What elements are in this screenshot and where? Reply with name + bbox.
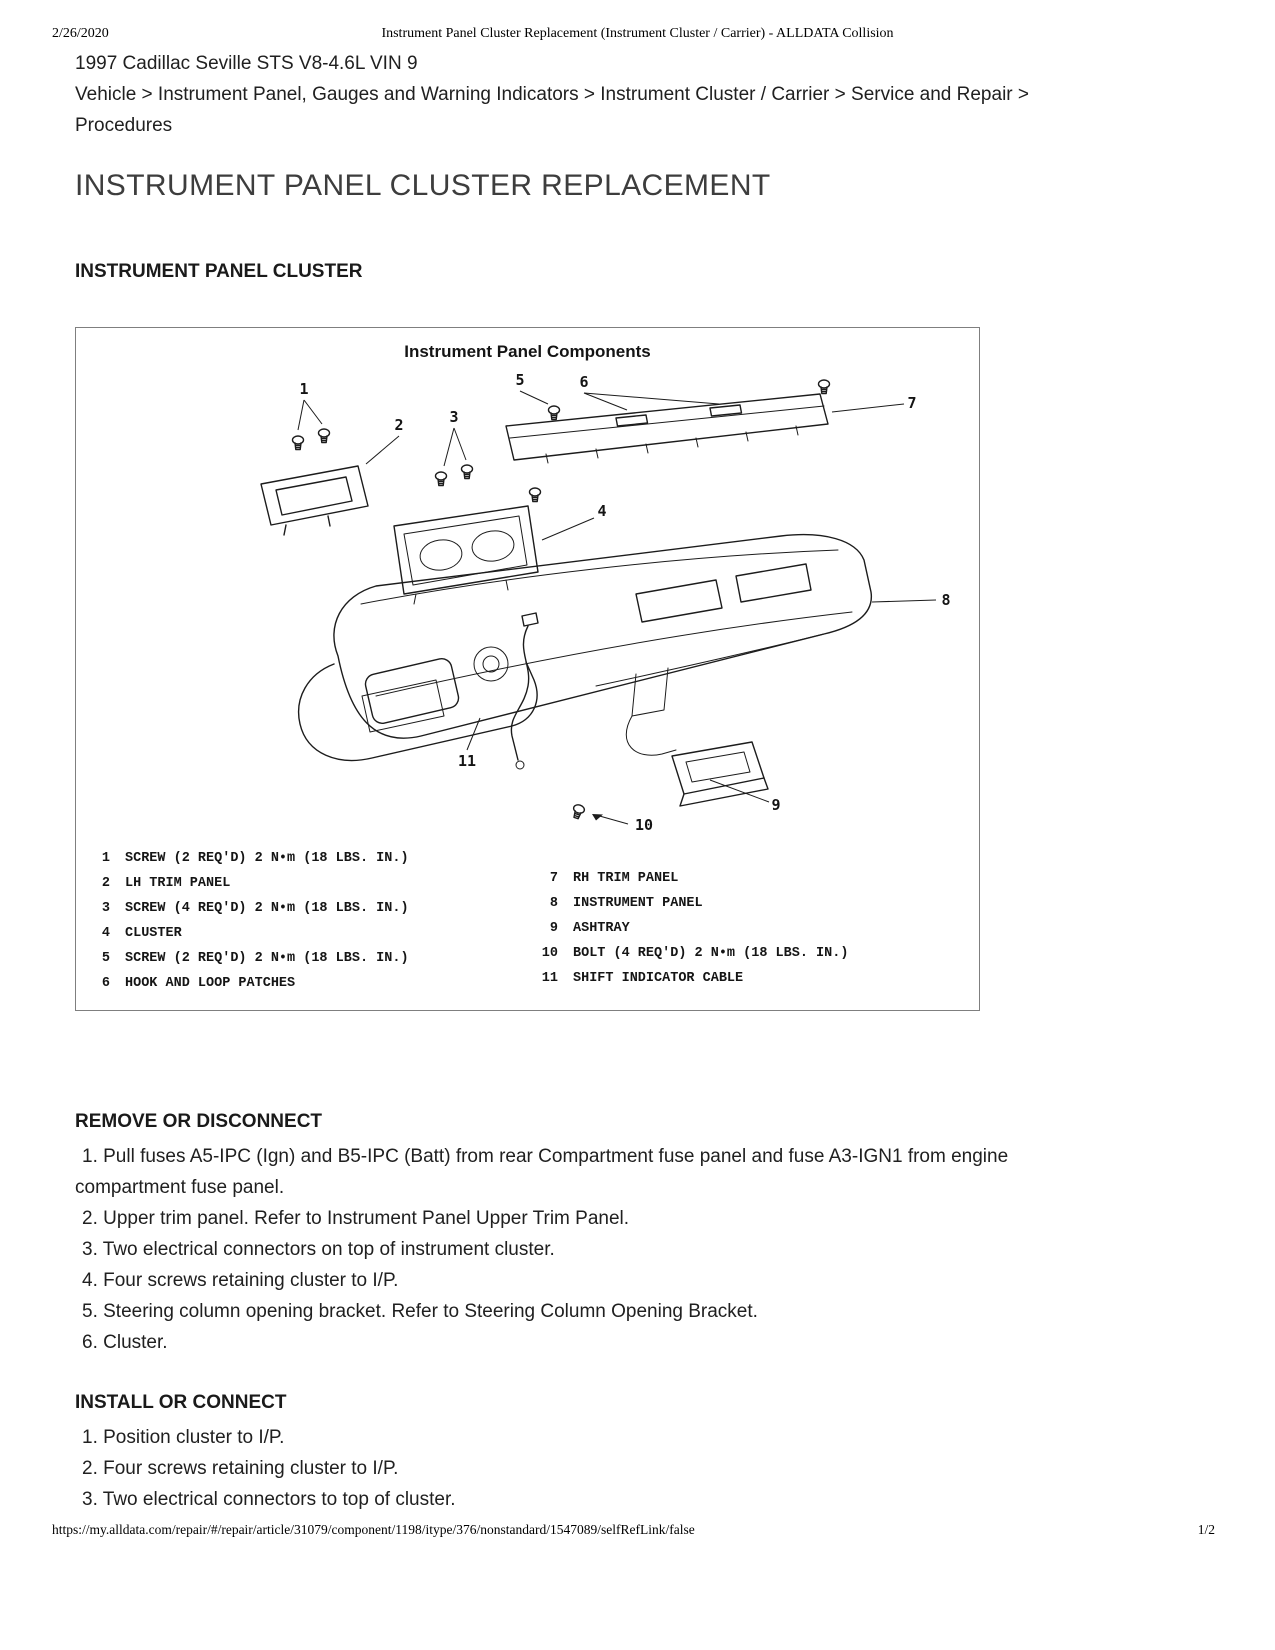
- diagram-figure: [75, 327, 980, 1011]
- legend-num: 6: [101, 976, 110, 991]
- callout-3: 3: [449, 408, 459, 426]
- remove-section: [75, 1107, 1115, 1358]
- legend-num: 2: [101, 876, 110, 891]
- legend-num: 9: [549, 921, 558, 936]
- screws-item1-drawing: [293, 429, 330, 450]
- procedure-step: 4. Four screws retaining cluster to I/P.: [82, 1270, 399, 1291]
- legend-item: [534, 866, 969, 891]
- legend-text: ASHTRAY: [573, 921, 630, 936]
- callout-1: 1: [299, 380, 309, 398]
- legend-item: [534, 916, 969, 941]
- ashtray-drawing: [626, 668, 768, 806]
- install-steps: [75, 1422, 1115, 1515]
- install-section: [75, 1388, 1115, 1515]
- procedure-step: 2. Upper trim panel. Refer to Instrument Panel Upper Trim Panel.: [82, 1208, 630, 1229]
- vehicle-title: 1997 Cadillac Seville STS V8-4.6L VIN 9: [75, 53, 418, 74]
- hook-loop-patch-drawing: [710, 405, 742, 416]
- procedure-step: 6. Cluster.: [82, 1332, 168, 1353]
- remove-steps: [75, 1141, 1115, 1358]
- legend-item: [86, 871, 534, 896]
- diagram-title: Instrument Panel Components: [404, 342, 651, 361]
- footer-page-number: 1/2: [1197, 1522, 1215, 1537]
- bolt-drawing: [571, 803, 586, 819]
- legend-item: [86, 971, 534, 996]
- print-header: [0, 26, 1275, 46]
- legend-text: SCREW (2 REQ'D) 2 N•m (18 LBS. IN.): [125, 851, 409, 866]
- legend-column-left: [86, 846, 534, 996]
- callout-7: 7: [907, 394, 917, 412]
- procedure-step: 2. Four screws retaining cluster to I/P.: [82, 1458, 399, 1479]
- instrument-panel-drawing: [299, 535, 872, 761]
- legend-text: CLUSTER: [125, 926, 182, 941]
- legend-text: RH TRIM PANEL: [573, 871, 679, 886]
- footer-url: https://my.alldata.com/repair/#/repair/article/31079/component/1198/itype/376/nonstandard/1547089/selfRefLink/false: [52, 1522, 695, 1537]
- cluster-drawing: [394, 506, 538, 604]
- print-footer: [52, 1522, 1215, 1538]
- callout-leader-lines: [298, 391, 936, 824]
- legend-text: BOLT (4 REQ'D) 2 N•m (18 LBS. IN.): [573, 946, 849, 961]
- remove-heading: REMOVE OR DISCONNECT: [75, 1111, 323, 1132]
- legend-num: 11: [541, 971, 558, 986]
- callout-2: 2: [394, 416, 404, 434]
- procedure-step: 3. Two electrical connectors to top of cluster.: [82, 1489, 456, 1510]
- legend-item: [86, 896, 534, 921]
- legend-num: 7: [549, 871, 558, 886]
- legend-num: 10: [541, 946, 558, 961]
- callout-4: 4: [597, 502, 607, 520]
- callout-numbers: [299, 371, 950, 834]
- section-subheading: INSTRUMENT PANEL CLUSTER: [75, 261, 363, 282]
- legend-item: [534, 941, 969, 966]
- legend-text: SHIFT INDICATOR CABLE: [573, 971, 744, 986]
- legend-column-right: [534, 866, 969, 996]
- legend-num: 4: [101, 926, 110, 941]
- callout-8: 8: [941, 591, 951, 609]
- legend-text: HOOK AND LOOP PATCHES: [125, 976, 296, 991]
- procedure-step: 1. Position cluster to I/P.: [82, 1427, 285, 1448]
- print-title: Instrument Panel Cluster Replacement (Instrument Cluster / Carrier) - ALLDATA Collision: [381, 26, 894, 41]
- install-heading: INSTALL OR CONNECT: [75, 1392, 287, 1413]
- callout-6: 6: [579, 373, 589, 391]
- legend-num: 1: [101, 851, 110, 866]
- screws-item5-drawing: [549, 380, 830, 420]
- procedure-step: 3. Two electrical connectors on top of instrument cluster.: [82, 1239, 555, 1260]
- procedure-step: 5. Steering column opening bracket. Refer to Steering Column Opening Bracket.: [82, 1301, 758, 1322]
- callout-10: 10: [634, 816, 654, 834]
- screws-item3-drawing: [436, 465, 541, 502]
- legend-item: [86, 846, 534, 871]
- shift-indicator-cable-drawing: [511, 613, 538, 769]
- legend-item: [86, 921, 534, 946]
- callout-9: 9: [771, 796, 781, 814]
- legend-text: INSTRUMENT PANEL: [573, 896, 703, 911]
- legend-text: SCREW (2 REQ'D) 2 N•m (18 LBS. IN.): [125, 951, 409, 966]
- callout-5: 5: [515, 371, 525, 389]
- legend-item: [534, 966, 969, 991]
- legend-num: 3: [101, 901, 110, 916]
- lh-trim-panel-drawing: [261, 466, 368, 535]
- breadcrumb: Vehicle > Instrument Panel, Gauges and Warning Indicators > Instrument Cluster / Carrier > Service and Repair > Procedures: [75, 84, 1029, 136]
- legend-item: [534, 891, 969, 916]
- legend-text: SCREW (4 REQ'D) 2 N•m (18 LBS. IN.): [125, 901, 409, 916]
- rh-trim-panel-drawing: [506, 394, 828, 463]
- legend-num: 5: [101, 951, 110, 966]
- print-date: 2/26/2020: [52, 26, 109, 41]
- callout-11: 11: [457, 752, 477, 770]
- diagram-legend: [76, 846, 979, 996]
- article-content: [75, 48, 1115, 1515]
- instrument-panel-diagram: [76, 364, 979, 834]
- procedure-step: 1. Pull fuses A5-IPC (Ign) and B5-IPC (Batt) from rear Compartment fuse panel and fuse A3-IGN1 from engine compartment fuse panel.: [75, 1146, 1009, 1198]
- legend-text: LH TRIM PANEL: [125, 876, 231, 891]
- legend-item: [86, 946, 534, 971]
- page-title: INSTRUMENT PANEL CLUSTER REPLACEMENT: [75, 169, 771, 202]
- legend-num: 8: [549, 896, 558, 911]
